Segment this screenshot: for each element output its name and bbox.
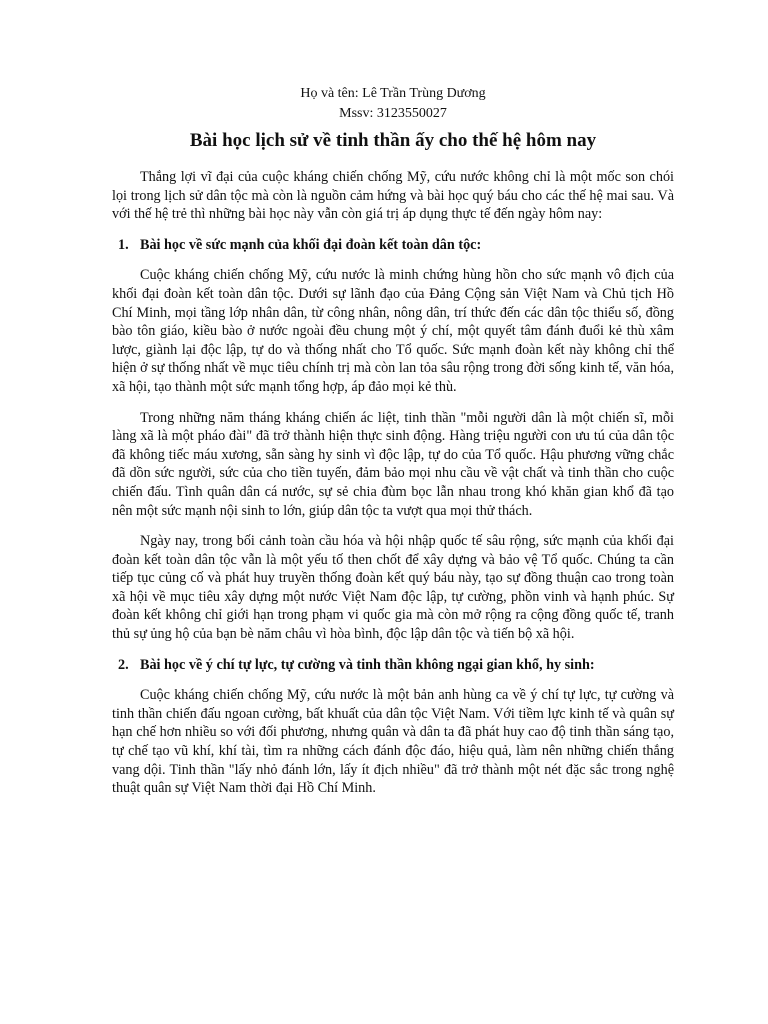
intro-paragraph: Thắng lợi vĩ đại của cuộc kháng chiến chống Mỹ, cứu nước không chỉ là một mốc son chói lọi trong lịch sử dân tộc mà còn là nguồn cảm hứng và bài học quý báu cho các thế hệ mai sau. Và với thế hệ trẻ thì những bài học này vẫn còn giá trị áp dụng thực tế đến ngày hôm nay: bbox=[112, 169, 674, 223]
section-heading-text: Bài học về ý chí tự lực, tự cường và tinh thần không ngại gian khổ, hy sinh: bbox=[140, 656, 595, 673]
section-2-paragraph-1: Cuộc kháng chiến chống Mỹ, cứu nước là một bản anh hùng ca về ý chí tự lực, tự cường và tinh thần chiến đấu ngoan cường, bất khuất của dân tộc Việt Nam. Với tiềm lực kinh tế và quân sự hạn chế hơn nhiều so với đối phương, nhưng quân và dân ta đã phát huy cao độ tinh thần sáng tạo, tự chế tạo vũ khí, khí tài, tìm ra những cách đánh độc đáo, hiệu quả, làm nên những chiến thắng vang dội. Tinh thần "lấy nhỏ đánh lớn, lấy ít địch nhiều" đã trở thành một nét đặc sắc trong nghệ thuật quân sự Việt Nam thời đại Hồ Chí Minh. bbox=[112, 687, 674, 797]
section-number: 1. bbox=[118, 236, 129, 253]
section-1-paragraph-1: Cuộc kháng chiến chống Mỹ, cứu nước là minh chứng hùng hồn cho sức mạnh vô địch của khối đại đoàn kết toàn dân tộc. Dưới sự lãnh đạo của Đảng Cộng sản Việt Nam và Chủ tịch Hồ Chí Minh, mọi tầng lớp nhân dân, từ công nhân, nông dân, trí thức đến các dân tộc thiểu số, đồng bào tôn giáo, kiều bào ở nước ngoài đều chung một ý chí, một quyết tâm đánh đuổi kẻ thù xâm lược, giành lại độc lập, tự do và thống nhất cho Tổ quốc. Sức mạnh đoàn kết này không chỉ thể hiện ở sự thống nhất về mục tiêu chính trị mà còn lan tỏa sâu rộng trong đời sống kinh tế, văn hóa, xã hội, tạo thành một sức mạnh tổng hợp, áp đảo mọi kẻ thù. bbox=[112, 267, 674, 395]
document-page bbox=[112, 84, 674, 810]
section-1-paragraph-3: Ngày nay, trong bối cảnh toàn cầu hóa và hội nhập quốc tế sâu rộng, sức mạnh của khối đại đoàn kết toàn dân tộc vẫn là một yếu tố then chốt để xây dựng và bảo vệ Tổ quốc. Chúng ta cần tiếp tục củng cố và phát huy truyền thống đoàn kết quý báu này, tạo sự đồng thuận cao trong toàn xã hội về mục tiêu xây dựng một nước Việt Nam độc lập, tự cường, phồn vinh và hạnh phúc. Sự đoàn kết không chỉ giới hạn trong phạm vi quốc gia mà còn mở rộng ra cộng đồng quốc tế, tranh thủ sự ủng hộ của bạn bè năm châu vì hòa bình, độc lập dân tộc và tiến bộ xã hội. bbox=[112, 533, 674, 643]
document-title: Bài học lịch sử về tinh thần ấy cho thế hệ hôm nay bbox=[189, 130, 597, 151]
author-line: Họ và tên: Lê Trần Trùng Dương bbox=[300, 86, 486, 101]
section-number: 2. bbox=[118, 656, 129, 673]
section-heading-1 bbox=[112, 236, 674, 255]
section-heading-2 bbox=[112, 656, 674, 675]
section-1-paragraph-2: Trong những năm tháng kháng chiến ác liệt, tinh thần "mỗi người dân là một chiến sĩ, mỗi làng xã là một pháo đài" đã trở thành hiện thực sinh động. Hàng triệu người con ưu tú của dân tộc đã không tiếc máu xương, sẵn sàng hy sinh vì độc lập, tự do của Tổ quốc. Hậu phương vững chắc đã dồn sức người, sức của cho tiền tuyến, đảm bảo mọi nhu cầu về vật chất và tinh thần cho cuộc chiến đấu. Tình quân dân cá nước, sự sẻ chia đùm bọc lẫn nhau trong khó khăn gian khổ đã tạo nên một sức mạnh nội sinh to lớn, giúp dân tộc ta vượt qua mọi thử thách. bbox=[112, 409, 674, 519]
section-heading-text: Bài học về sức mạnh của khối đại đoàn kết toàn dân tộc: bbox=[140, 236, 482, 253]
student-id-line: Mssv: 3123550027 bbox=[339, 106, 447, 121]
